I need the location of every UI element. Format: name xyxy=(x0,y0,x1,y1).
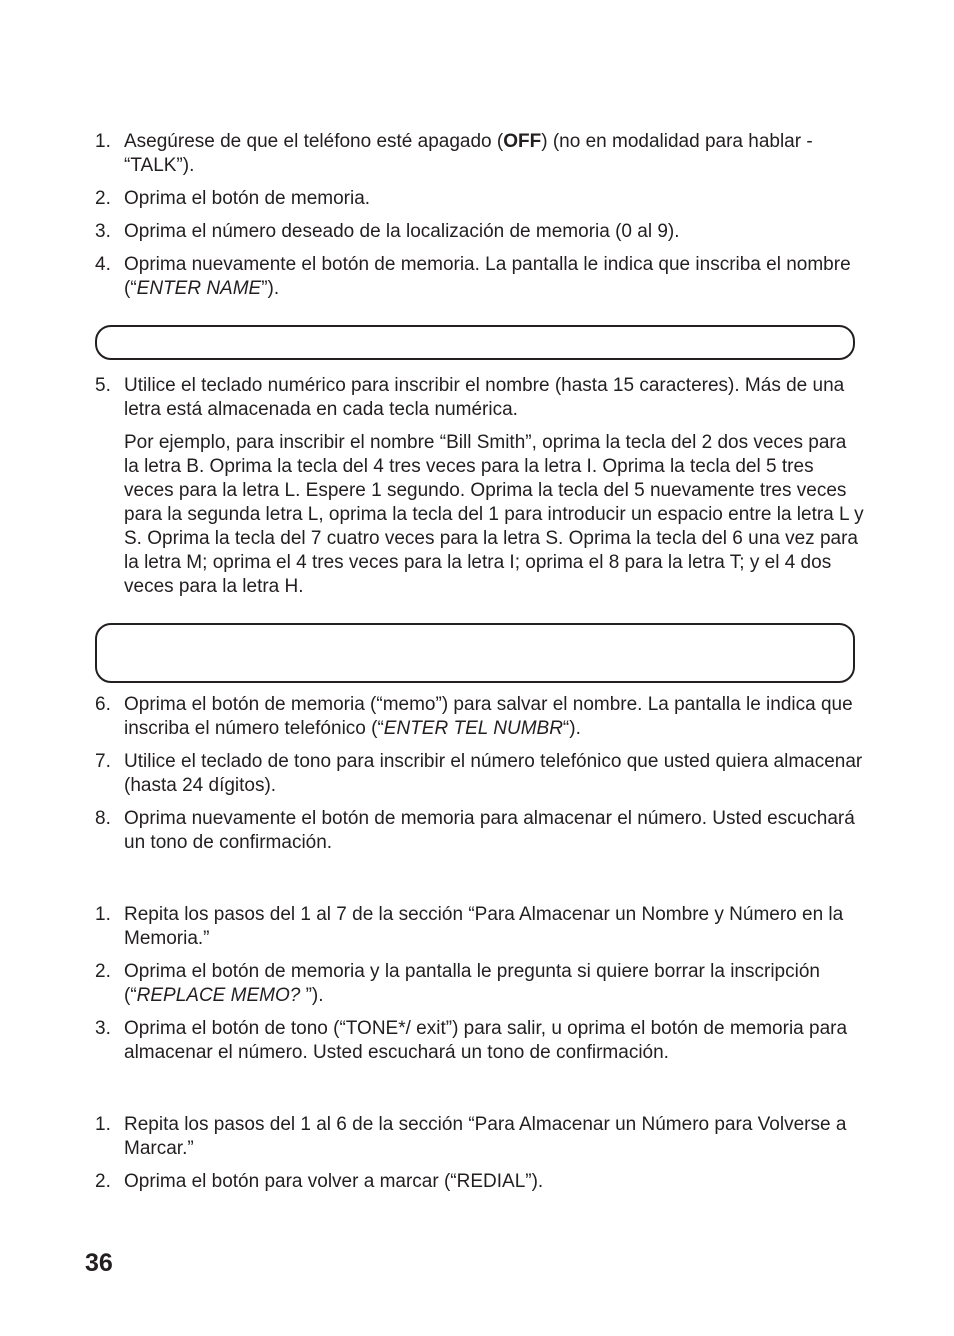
step-number: 1. xyxy=(95,1114,111,1135)
step-text: Oprima el número deseado de la localización de memoria (0 al 9). xyxy=(124,221,680,242)
step-number: 1. xyxy=(95,131,111,152)
step-text: Utilice el teclado numérico para inscribir el nombre (hasta 15 caracteres). Más de una letra está almacenada en cada tecla numérica. xyxy=(124,375,845,420)
steps-replace-memory xyxy=(95,903,865,1074)
step-number: 3. xyxy=(95,221,111,242)
step-number: 8. xyxy=(95,808,111,829)
list-item xyxy=(95,903,865,951)
list-item xyxy=(95,220,865,244)
display-box-name-entry xyxy=(95,623,855,683)
steps-enter-name xyxy=(95,374,865,608)
list-item xyxy=(95,1170,865,1194)
page-number: 36 xyxy=(85,1249,113,1277)
list-item xyxy=(95,960,865,1008)
step-text: Oprima el botón de memoria. xyxy=(124,188,371,209)
list-item xyxy=(95,253,865,301)
list-item xyxy=(95,693,865,741)
step-text: Repita los pasos del 1 al 6 de la sección “Para Almacenar un Número para Volverse a Marcar.” xyxy=(124,1114,847,1159)
list-item xyxy=(95,750,865,798)
step-number: 2. xyxy=(95,188,111,209)
step-italic-text: REPLACE MEMO? xyxy=(136,985,306,1006)
step-text: Oprima el botón de memoria (“memo”) para salvar el nombre. La pantalla le indica que inscriba el número telefónico (“ xyxy=(124,694,853,739)
step-italic-text: ENTER TEL NUMBR xyxy=(383,718,563,739)
step-italic-text: ENTER NAME xyxy=(136,278,262,299)
step-text: Repita los pasos del 1 al 7 de la sección “Para Almacenar un Nombre y Número en la Memoria.” xyxy=(124,904,844,949)
step-text: ”). xyxy=(261,278,280,299)
list-item xyxy=(95,374,865,599)
list-item xyxy=(95,807,865,855)
step-text: Oprima nuevamente el botón de memoria. La pantalla le indica que inscriba el nombre (“ xyxy=(124,254,851,299)
step-number: 2. xyxy=(95,1171,111,1192)
step-number: 3. xyxy=(95,1018,111,1039)
step-number: 1. xyxy=(95,904,111,925)
step-text: Oprima el botón de memoria y la pantalla le pregunta si quiere borrar la inscripción (“ xyxy=(124,961,820,1006)
list-item xyxy=(95,130,865,178)
display-box-enter-name xyxy=(95,325,855,360)
list-item xyxy=(95,1017,865,1065)
step-text: “). xyxy=(562,718,581,739)
step-text: Utilice el teclado de tono para inscribir el número telefónico que usted quiera almacenar (hasta 24 dígitos). xyxy=(124,751,863,796)
step-text: ”). xyxy=(305,985,324,1006)
step-number: 2. xyxy=(95,961,111,982)
steps-enter-number xyxy=(95,693,865,864)
list-item xyxy=(95,1113,865,1161)
example-paragraph: Por ejemplo, para inscribir el nombre “Bill Smith”, oprima la tecla del 2 dos veces para la letra B. Oprima la tecla del 4 tres veces para la letra I. Oprima la tecla del 5 tres veces para la letra L. Espere 1 segundo. Oprima la tecla del 5 nuevamente tres veces para la segunda letra L, oprima la tecla del 1 para introducir un espacio entre la letra L y S. Oprima la tecla del 7 cuatro veces para la letra S. Oprima la tecla del 6 una vez para la letra M; oprima el 4 tres veces para la letra I; oprima el 8 para la letra T; y el 4 dos veces para la letra H. xyxy=(124,432,864,597)
step-text: Oprima el botón de tono (“TONE*/ exit”) para salir, u oprima el botón de memoria para almacenar el número. Usted escuchará un tono de confirmación. xyxy=(124,1018,848,1063)
step-number: 6. xyxy=(95,694,111,715)
step-text: ) (no en modalidad para hablar - “TALK”). xyxy=(124,131,813,176)
step-number: 4. xyxy=(95,254,111,275)
steps-store-name xyxy=(95,130,865,310)
step-text: Oprima nuevamente el botón de memoria para almacenar el número. Usted escuchará un tono de confirmación. xyxy=(124,808,855,853)
steps-store-redial xyxy=(95,1113,865,1203)
step-text: Asegúrese de que el teléfono esté apagado ( xyxy=(124,131,504,152)
step-number: 5. xyxy=(95,375,111,396)
step-bold-text: OFF xyxy=(503,131,542,152)
list-item xyxy=(95,187,865,211)
step-text: Oprima el botón para volver a marcar (“REDIAL”). xyxy=(124,1171,544,1192)
step-number: 7. xyxy=(95,751,111,772)
